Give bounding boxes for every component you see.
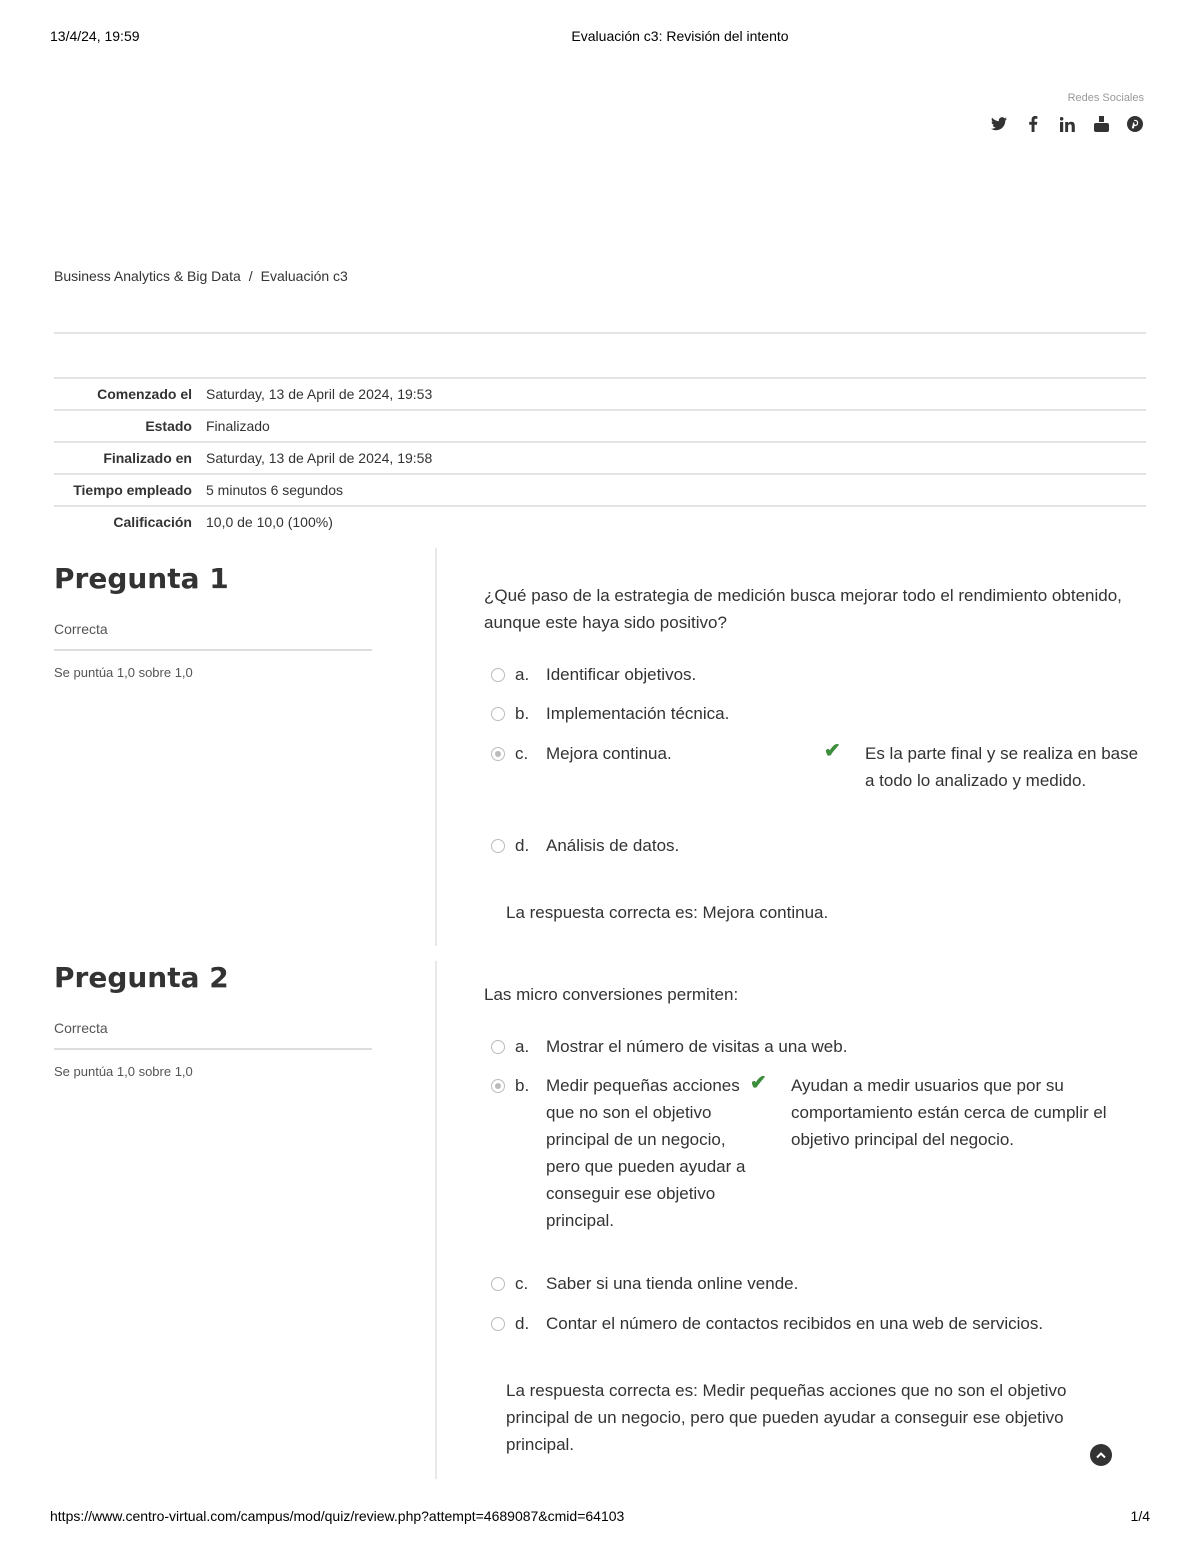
answer-letter: a. — [515, 1037, 530, 1056]
summary-value: 5 minutos 6 segundos — [206, 482, 343, 498]
answer-text: Análisis de datos. — [546, 836, 680, 855]
print-title: Evaluación c3: Revisión del intento — [571, 28, 789, 44]
radio-button-checked[interactable] — [491, 747, 505, 761]
question-text: ¿Qué paso de la estrategia de medición busca mejorar todo el rendimiento obtenido, aunque este haya sido positivo? — [484, 586, 1122, 632]
chevron-up-icon — [1096, 1451, 1106, 1459]
summary-label: Finalizado en — [103, 450, 192, 466]
radio-button[interactable] — [491, 1277, 505, 1291]
question-state: Correcta — [54, 621, 372, 651]
answer-option[interactable] — [491, 661, 1091, 688]
question-title: Pregunta 2 — [54, 961, 229, 994]
question-grade: Se puntúa 1,0 sobre 1,0 — [54, 1064, 193, 1079]
answer-option[interactable] — [491, 1033, 1131, 1060]
radio-button[interactable] — [491, 1317, 505, 1331]
summary-value: 10,0 de 10,0 (100%) — [206, 514, 333, 530]
check-icon: ✔ — [750, 1072, 767, 1094]
print-date: 13/4/24, 19:59 — [50, 28, 140, 44]
facebook-icon[interactable] — [1024, 116, 1042, 137]
answer-option[interactable] — [491, 1270, 1131, 1297]
divider — [435, 548, 437, 946]
summary-row — [54, 474, 1146, 506]
summary-row — [54, 378, 1146, 410]
summary-label: Comenzado el — [97, 386, 192, 402]
answer-text: Contar el número de contactos recibidos en una web de servicios. — [546, 1314, 1044, 1333]
answer-text: Saber si una tienda online vende. — [546, 1274, 799, 1293]
answer-letter: b. — [515, 1076, 530, 1095]
answer-text: Medir pequeñas acciones que no son el objetivo principal de un negocio, pero que pueden ayudar a conseguir ese objetivo principal. — [546, 1076, 746, 1230]
radio-button-checked[interactable] — [491, 1079, 505, 1093]
print-url: https://www.centro-virtual.com/campus/mod/quiz/review.php?attempt=4689087&cmid=64103 — [50, 1508, 625, 1524]
right-answer: La respuesta correcta es: Medir pequeñas acciones que no son el objetivo principal de un negocio, pero que pueden ayudar a conseguir ese objetivo principal. — [506, 1381, 1067, 1454]
twitter-icon[interactable] — [990, 117, 1008, 136]
answer-letter: d. — [515, 836, 530, 855]
summary-label: Tiempo empleado — [73, 482, 192, 498]
answer-feedback: Es la parte final y se realiza en base a todo lo analizado y medido. — [865, 744, 1139, 790]
breadcrumb — [54, 268, 348, 284]
youtube-icon[interactable] — [1092, 116, 1110, 137]
question-2 — [54, 961, 1146, 1481]
radio-button[interactable] — [491, 839, 505, 853]
question-state: Correcta — [54, 1020, 372, 1050]
divider — [435, 961, 437, 1479]
summary-row — [54, 410, 1146, 442]
question-1 — [54, 562, 1146, 952]
answer-text: Mejora continua. — [546, 744, 672, 763]
answer-text: Implementación técnica. — [546, 704, 730, 723]
right-answer: La respuesta correcta es: Mejora continua. — [506, 903, 829, 922]
print-page-number: 1/4 — [1130, 1508, 1150, 1524]
answer-letter: d. — [515, 1314, 530, 1333]
print-footer — [50, 1508, 1150, 1524]
answer-text: Mostrar el número de visitas a una web. — [546, 1037, 848, 1056]
answer-letter: a. — [515, 665, 530, 684]
answer-option-selected[interactable] — [491, 1072, 1141, 1260]
answer-option-selected[interactable] — [491, 740, 1141, 821]
radio-button[interactable] — [491, 668, 505, 682]
linkedin-icon[interactable] — [1058, 117, 1076, 137]
attempt-summary-table — [54, 377, 1146, 537]
question-info — [54, 562, 372, 680]
summary-value: Saturday, 13 de April de 2024, 19:53 — [206, 386, 433, 402]
breadcrumb-separator: / — [248, 268, 253, 284]
answer-letter: b. — [515, 704, 530, 723]
summary-label: Estado — [145, 418, 192, 434]
social-label: Redes Sociales — [1067, 92, 1144, 104]
question-grade: Se puntúa 1,0 sobre 1,0 — [54, 665, 193, 680]
answer-feedback: Ayudan a medir usuarios que por su comportamiento están cerca de cumplir el objetivo principal del negocio. — [791, 1076, 1107, 1149]
answer-option[interactable] — [491, 832, 1091, 859]
answer-letter: c. — [515, 1274, 529, 1293]
summary-label: Calificación — [113, 514, 192, 530]
radio-button[interactable] — [491, 1040, 505, 1054]
summary-value: Saturday, 13 de April de 2024, 19:58 — [206, 450, 433, 466]
question-title: Pregunta 1 — [54, 562, 229, 595]
answer-letter: c. — [515, 744, 529, 763]
summary-row — [54, 506, 1146, 537]
answer-option[interactable] — [491, 1310, 1141, 1337]
answer-text: Identificar objetivos. — [546, 665, 697, 684]
print-header — [50, 28, 1150, 48]
breadcrumb-course-link[interactable]: Business Analytics & Big Data — [54, 268, 241, 284]
summary-row — [54, 442, 1146, 474]
question-text: Las micro conversiones permiten: — [484, 985, 739, 1004]
divider — [54, 332, 1146, 334]
pinterest-icon[interactable] — [1126, 116, 1144, 137]
check-icon: ✔ — [824, 740, 841, 762]
scroll-to-top-button[interactable] — [1090, 1444, 1112, 1466]
summary-value: Finalizado — [206, 418, 270, 434]
radio-button[interactable] — [491, 707, 505, 721]
social-links — [944, 92, 1144, 137]
question-info — [54, 961, 372, 1079]
answer-option[interactable] — [491, 700, 1091, 727]
breadcrumb-current[interactable]: Evaluación c3 — [260, 268, 348, 284]
